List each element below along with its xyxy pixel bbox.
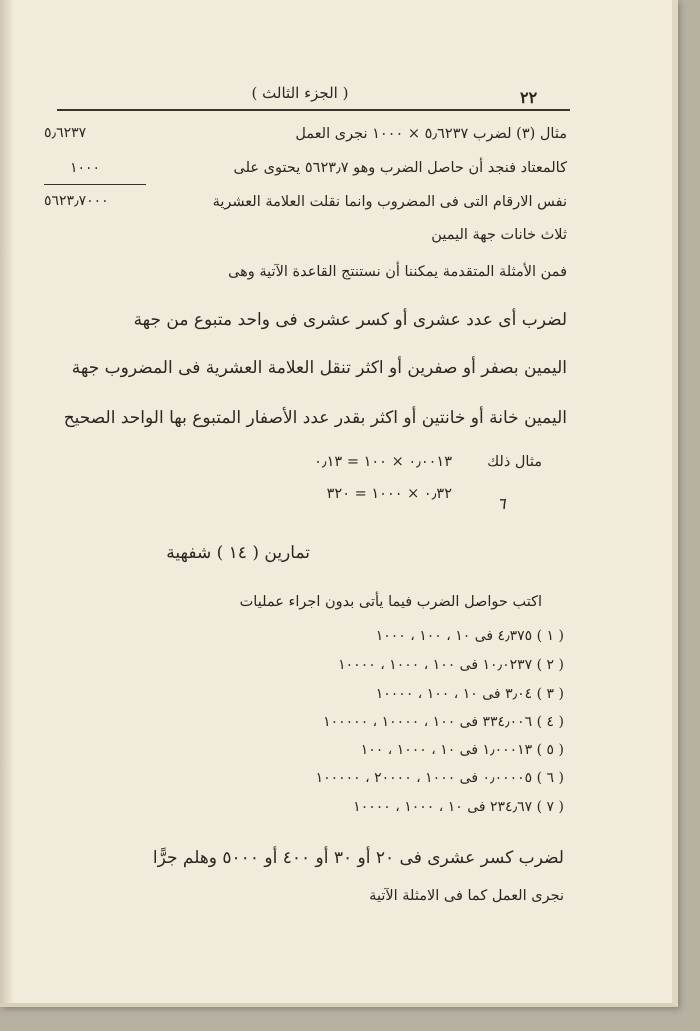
header-rule xyxy=(57,109,570,111)
side-multiplier: ١٠٠٠ xyxy=(70,160,101,176)
rule-line-3: اليمين خانة أو خانتين أو اكثر بقدر عدد الأصفار المتبوع بها الواحد الصحيح xyxy=(63,408,567,428)
example-equation-2: ٠٫٣٢ × ١٠٠٠ = ٣٢٠ xyxy=(326,486,452,502)
rule-intro: فمن الأمثلة المتقدمة يمكننا أن نستنتج القاعدة الآتية وهى xyxy=(228,264,567,280)
example3-line-4: ثلاث خانات جهة اليمين xyxy=(431,227,567,243)
exercise-item-4: ( ٤ ) ٣٣٤٫٠٠٦ فى ١٠٠ ، ١٠٠٠٠ ، ١٠٠٠٠٠ xyxy=(323,714,564,730)
page-header-title: ( الجزء الثالث ) xyxy=(251,84,349,102)
exercises-instruction: اكتب حواصل الضرب فيما يأتى بدون اجراء عمليات xyxy=(239,594,542,610)
closing-line-1: لضرب كسر عشرى فى ٢٠ أو ٣٠ أو ٤٠٠ أو ٥٠٠٠ وهلم جرًّا xyxy=(152,848,564,868)
side-multiplicand: ٥٫٦٢٣٧ xyxy=(44,125,87,141)
example-label: مثال ذلك xyxy=(487,454,542,470)
page-number: ٢٢ xyxy=(520,88,538,107)
exercise-item-7: ( ٧ ) ٢٣٤٫٦٧ فى ١٠ ، ١٠٠٠ ، ١٠٠٠٠ xyxy=(353,799,564,815)
exercise-item-3: ( ٣ ) ٣٫٠٤ فى ١٠ ، ١٠٠ ، ١٠٠٠٠ xyxy=(375,686,564,702)
rule-line-2: اليمين بصفر أو صفرين أو اكثر تنقل العلامة العشرية فى المضروب جهة xyxy=(71,358,567,378)
example3-line-1: مثال (٣) لضرب ٥٫٦٢٣٧ × ١٠٠٠ نجرى العمل xyxy=(295,126,567,142)
side-calculation-rule xyxy=(44,184,146,185)
margin-mark: ٦ xyxy=(497,494,506,513)
rule-line-1: لضرب أى عدد عشرى أو كسر عشرى فى واحد متبوع من جهة xyxy=(133,310,567,330)
closing-line-2: نجرى العمل كما فى الامثلة الآتية xyxy=(369,888,564,904)
exercises-title: تمارين ( ١٤ ) شفهية xyxy=(166,543,310,563)
exercise-item-5: ( ٥ ) ١٫٠٠٠١٣ فى ١٠ ، ١٠٠٠ ، ١٠٠ xyxy=(360,742,564,758)
example3-line-3: نفس الارقام التى فى المضروب وانما نقلت العلامة العشرية xyxy=(212,194,567,210)
side-result: ٥٦٢٣٫٧٠٠٠ xyxy=(44,193,109,209)
exercise-item-2: ( ٢ ) ١٠٫٠٢٣٧ فى ١٠٠ ، ١٠٠٠ ، ١٠٠٠٠ xyxy=(338,657,564,673)
exercise-item-1: ( ١ ) ٤٫٣٧٥ فى ١٠ ، ١٠٠ ، ١٠٠٠ xyxy=(375,628,564,644)
example3-line-2: كالمعتاد فنجد أن حاصل الضرب وهو ٥٦٢٣٫٧ يحتوى على xyxy=(233,160,567,176)
example-equation-1: ٠٫٠٠١٣ × ١٠٠ = ٠٫١٣ xyxy=(314,454,452,470)
exercise-item-6: ( ٦ ) ٠٫٠٠٠٠٥ فى ١٠٠٠ ، ٢٠٠٠٠ ، ١٠٠٠٠٠ xyxy=(315,770,564,786)
